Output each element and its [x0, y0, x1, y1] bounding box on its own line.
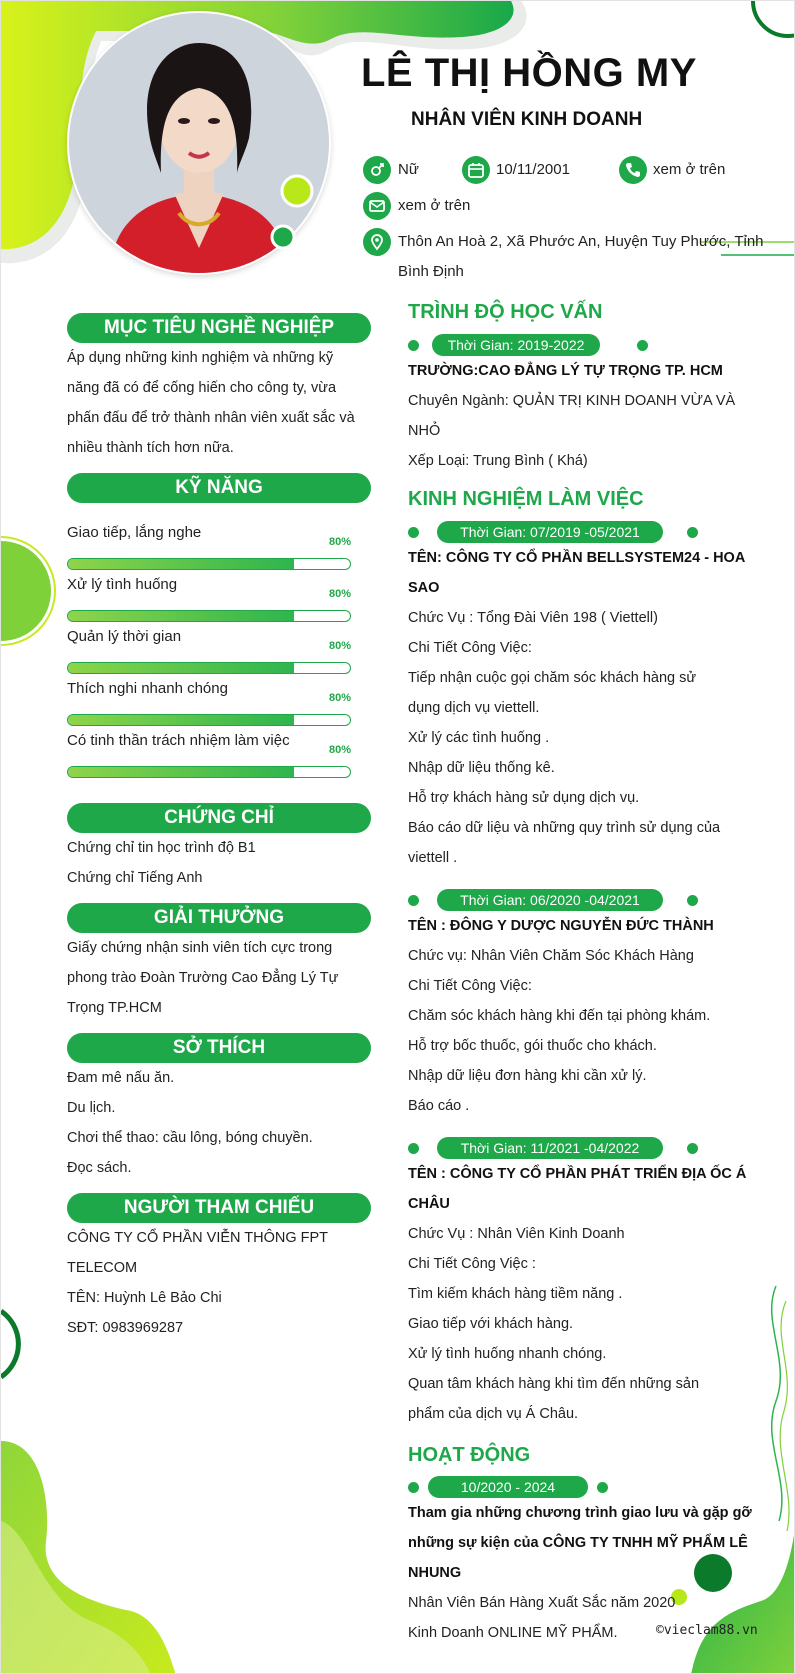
watermark: ©vieclam88.vn — [656, 1623, 758, 1638]
skill-bar — [67, 766, 351, 778]
job-details — [408, 911, 738, 1121]
references-heading: NGƯỜI THAM CHIẾU — [67, 1193, 371, 1223]
certificates-heading: CHỨNG CHỈ — [67, 803, 371, 833]
hobbies-text — [67, 1063, 367, 1183]
activity-period: 10/2020 - 2024 — [428, 1476, 588, 1498]
experience-heading: KINH NGHIỆM LÀM VIỆC — [408, 488, 644, 510]
activities-heading: HOẠT ĐỘNG — [408, 1444, 531, 1466]
awards-heading: GIẢI THƯỞNG — [67, 903, 371, 933]
reference-line: SĐT: 0983969287 — [67, 1320, 184, 1336]
job-line: Chi Tiết Công Việc: — [408, 978, 532, 994]
phone-value: xem ở trên — [653, 161, 726, 178]
objective-line: nhiều thành tích hơn nữa. — [67, 440, 234, 456]
email-icon — [363, 192, 391, 220]
job-line: viettell . — [408, 850, 458, 866]
timeline-dot — [408, 1482, 419, 1493]
objective-line: Áp dụng những kinh nghiệm và những kỹ — [67, 350, 334, 366]
timeline-dot — [597, 1482, 608, 1493]
company-name: SAO — [408, 580, 440, 596]
job-line: Báo cáo dữ liệu và những quy trình sử dụng của — [408, 820, 721, 836]
certificate-line: Chứng chỉ Tiếng Anh — [67, 870, 203, 886]
job-line: Xử lý các tình huống . — [408, 730, 550, 746]
job-line: Chi Tiết Công Việc : — [408, 1256, 536, 1272]
skill-item — [67, 524, 351, 576]
job-period: Thời Gian: 11/2021 -04/2022 — [437, 1137, 663, 1159]
job-line: Giao tiếp với khách hàng. — [408, 1316, 574, 1332]
objective-line: năng đã có để cống hiến cho công ty, vừa — [67, 380, 337, 396]
job-line: Tiếp nhận cuộc gọi chăm sóc khách hàng sử — [408, 670, 697, 686]
skills-heading: KỸ NĂNG — [67, 473, 371, 503]
award-line: Trọng TP.HCM — [67, 1000, 162, 1016]
references-text — [67, 1223, 367, 1343]
timeline-dot — [408, 527, 419, 538]
skill-percent: 80% — [328, 588, 351, 600]
certificate-line: Chứng chỉ tin học trình độ B1 — [67, 840, 256, 856]
job-line: Chăm sóc khách hàng khi đến tại phòng khám. — [408, 1008, 711, 1024]
job-details — [408, 1159, 747, 1429]
skill-percent: 80% — [328, 640, 351, 652]
candidate-position: NHÂN VIÊN KINH DOANH — [411, 109, 643, 130]
skill-bar — [67, 714, 351, 726]
job-line: Chi Tiết Công Việc: — [408, 640, 532, 656]
job-line: phẩm của dịch vụ Á Châu. — [408, 1406, 579, 1422]
timeline-dot — [408, 340, 419, 351]
job-line: Báo cáo . — [408, 1098, 470, 1114]
address-line-1: Thôn An Hoà 2, Xã Phước An, Huyện Tuy Phước, Tỉnh — [398, 233, 764, 250]
school-name: TRƯỜNG:CAO ĐẲNG LÝ TỰ TRỌNG TP. HCM — [408, 363, 723, 379]
awards-text — [67, 933, 367, 1023]
education-details — [408, 356, 738, 476]
objective-line: phấn đấu để trở thành nhân viên xuất sắc và — [67, 410, 355, 426]
skill-percent: 80% — [328, 536, 351, 548]
avatar-accent-dots — [1, 1, 795, 301]
job-line: Chức vụ: Nhân Viên Chăm Sóc Khách Hàng — [408, 948, 694, 964]
timeline-dot — [408, 895, 419, 906]
skill-item — [67, 680, 351, 732]
company-name: CHÂU — [408, 1196, 450, 1212]
education-heading: TRÌNH ĐỘ HỌC VẤN — [408, 301, 603, 323]
address-line-2: Bình Định — [398, 263, 464, 280]
timeline-dot — [687, 895, 698, 906]
birthdate-value: 10/11/2001 — [496, 161, 570, 178]
hobby-line: Đọc sách. — [67, 1160, 132, 1176]
skill-name: Thích nghi nhanh chóng — [67, 680, 228, 697]
job-period: Thời Gian: 07/2019 -05/2021 — [437, 521, 663, 543]
award-line: phong trào Đoàn Trường Cao Đẳng Lý Tự — [67, 970, 339, 986]
job-timeline — [408, 521, 698, 543]
skill-item — [67, 628, 351, 680]
job-line: Tìm kiếm khách hàng tiềm năng . — [408, 1286, 623, 1302]
company-name: TÊN : ĐÔNG Y DƯỢC NGUYỄN ĐỨC THÀNH — [408, 918, 714, 934]
job-line: Chức Vụ : Tổng Đài Viên 198 ( Viettell) — [408, 610, 658, 626]
education-line: Xếp Loại: Trung Bình ( Khá) — [408, 453, 588, 469]
hobbies-heading: SỞ THÍCH — [67, 1033, 371, 1063]
job-line: Nhập dữ liệu thống kê. — [408, 760, 555, 776]
hobby-line: Đam mê nấu ăn. — [67, 1070, 175, 1086]
education-line: NHỎ — [408, 423, 441, 439]
job-period: Thời Gian: 06/2020 -04/2021 — [437, 889, 663, 911]
skill-bar-fill — [68, 715, 294, 725]
company-name: TÊN: CÔNG TY CỔ PHẦN BELLSYSTEM24 - HOA — [408, 550, 746, 566]
objective-heading: MỤC TIÊU NGHỀ NGHIỆP — [67, 313, 371, 343]
activity-timeline — [408, 1476, 608, 1498]
reference-line: CÔNG TY CỔ PHẦN VIỄN THÔNG FPT — [67, 1230, 329, 1246]
gender-value: Nữ — [398, 161, 419, 178]
job-line: Xử lý tình huống nhanh chóng. — [408, 1346, 607, 1362]
activity-line: Kinh Doanh ONLINE MỸ PHẨM. — [408, 1625, 618, 1641]
skill-bar-fill — [68, 767, 294, 777]
reference-line: TELECOM — [67, 1260, 138, 1276]
job-line: Chức Vụ : Nhân Viên Kinh Doanh — [408, 1226, 625, 1242]
job-line: Quan tâm khách hàng khi tìm đến những sản — [408, 1376, 700, 1392]
skill-percent: 80% — [328, 744, 351, 756]
timeline-dot — [687, 1143, 698, 1154]
email-value: xem ở trên — [398, 197, 471, 214]
objective-text — [67, 343, 367, 463]
skill-item — [67, 732, 351, 784]
calendar-icon — [462, 156, 490, 184]
skill-name: Quản lý thời gian — [67, 628, 182, 645]
certificates-text — [67, 833, 367, 893]
job-line: Nhập dữ liệu đơn hàng khi cần xử lý. — [408, 1068, 647, 1084]
skill-bar — [67, 662, 351, 674]
job-line: Hỗ trợ bốc thuốc, gói thuốc cho khách. — [408, 1038, 657, 1054]
education-line: Chuyên Ngành: QUẢN TRỊ KINH DOANH VỪA VÀ — [408, 393, 736, 409]
timeline-dot — [687, 527, 698, 538]
timeline-dot — [408, 1143, 419, 1154]
hobby-line: Chơi thể thao: cầu lông, bóng chuyền. — [67, 1130, 313, 1146]
reference-line: TÊN: Huỳnh Lê Bảo Chi — [67, 1290, 222, 1306]
activity-line: Nhân Viên Bán Hàng Xuất Sắc năm 2020 — [408, 1595, 676, 1611]
candidate-name: LÊ THỊ HỒNG MY — [361, 51, 697, 95]
skill-percent: 80% — [328, 692, 351, 704]
location-icon — [363, 228, 391, 256]
activity-line: Tham gia những chương trình giao lưu và gặp gỡ — [408, 1505, 752, 1521]
skill-bar-fill — [68, 611, 294, 621]
skill-name: Xử lý tình huống — [67, 576, 178, 593]
hobby-line: Du lịch. — [67, 1100, 116, 1116]
job-timeline — [408, 1137, 698, 1159]
gender-icon — [363, 156, 391, 184]
skill-bar — [67, 610, 351, 622]
skill-bar-fill — [68, 663, 294, 673]
skill-item — [67, 576, 351, 628]
activity-line: NHUNG — [408, 1565, 462, 1581]
award-line: Giấy chứng nhận sinh viên tích cực trong — [67, 940, 333, 956]
skill-bar-fill — [68, 559, 294, 569]
skill-name: Có tinh thần trách nhiệm làm việc — [67, 732, 290, 749]
phone-icon — [619, 156, 647, 184]
job-details — [408, 543, 746, 873]
job-line: Hỗ trợ khách hàng sử dụng dịch vụ. — [408, 790, 640, 806]
education-period: Thời Gian: 2019-2022 — [432, 334, 600, 356]
skill-bar — [67, 558, 351, 570]
activity-line: những sự kiện của CÔNG TY TNHH MỸ PHẨM LÊ — [408, 1535, 748, 1551]
education-timeline — [408, 334, 648, 356]
job-line: dụng dịch vụ viettell. — [408, 700, 540, 716]
skill-name: Giao tiếp, lắng nghe — [67, 524, 202, 541]
company-name: TÊN : CÔNG TY CỔ PHẦN PHÁT TRIỂN ĐỊA ỐC Á — [408, 1166, 747, 1182]
timeline-dot — [637, 340, 648, 351]
job-timeline — [408, 889, 698, 911]
